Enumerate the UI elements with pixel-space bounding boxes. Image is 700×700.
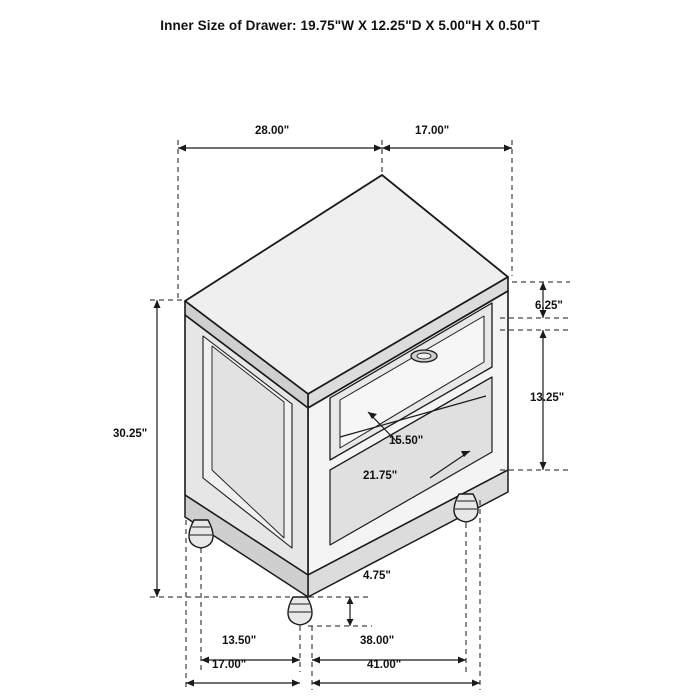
leg-front — [288, 597, 312, 625]
dim-label-interior-depth: 15.50" — [389, 435, 424, 447]
dim-label-bottom-inner-left: 13.50" — [222, 635, 257, 647]
dim-line-top-right — [382, 145, 512, 152]
dim-label-bottom-inner-right: 38.00" — [360, 635, 395, 647]
drawer-pull-knob-inner — [417, 353, 431, 359]
furniture-outline — [185, 175, 508, 625]
dim-label-right-lower: 13.25" — [530, 392, 565, 404]
leg-right — [454, 494, 478, 522]
dim-line-bottom-outer-left — [186, 680, 300, 687]
dim-label-bottom-outer-left: 17.00" — [212, 659, 247, 671]
dim-label-top-left: 28.00" — [255, 125, 290, 137]
dim-line-bottom-outer-right — [312, 680, 480, 687]
dim-label-right-upper: 6.25" — [535, 300, 563, 312]
dim-label-top-right: 17.00" — [415, 125, 450, 137]
page-title: Inner Size of Drawer: 19.75"W X 12.25"D X 5.00"H X 0.50"T — [160, 18, 540, 33]
dim-line-leg-height — [347, 597, 354, 626]
dim-label-leg-height: 4.75" — [363, 570, 391, 582]
dim-label-interior-width: 21.75" — [363, 470, 398, 482]
dim-label-bottom-outer-right: 41.00" — [367, 659, 402, 671]
dim-label-left-height: 30.25" — [113, 428, 148, 440]
dim-line-top-left — [178, 145, 382, 152]
leg-left — [189, 520, 213, 548]
dim-line-left-height — [154, 300, 161, 597]
